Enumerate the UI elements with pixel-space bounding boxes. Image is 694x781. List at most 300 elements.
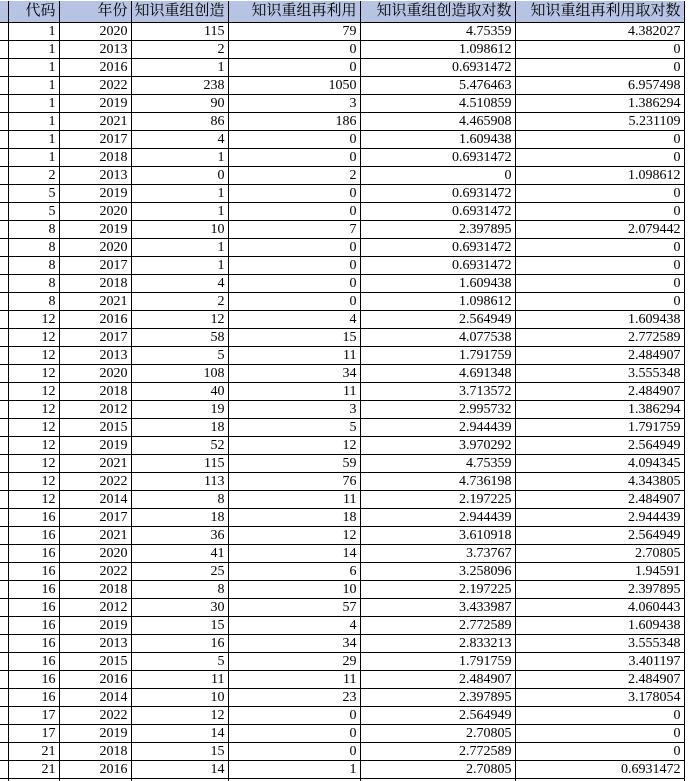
cell[interactable]: 0 [228,725,360,743]
cell[interactable]: 11 [228,347,360,365]
cell[interactable]: 2019 [59,437,131,455]
cell[interactable]: 1.94591 [515,563,684,581]
cell[interactable] [0,779,8,781]
cell[interactable]: 3.555348 [515,365,684,383]
cell[interactable]: 5 [131,347,228,365]
cell[interactable]: 2.079442 [515,221,684,239]
cell[interactable]: 0 [515,743,684,761]
cell[interactable]: 2.995732 [360,401,515,419]
cell[interactable] [8,779,59,781]
cell[interactable]: 18 [131,509,228,527]
cell[interactable]: 19 [131,401,228,419]
cell[interactable]: 2 [228,167,360,185]
cell[interactable]: 14 [131,761,228,779]
cell[interactable]: 6.957498 [515,77,684,95]
cell[interactable]: 2.944439 [360,419,515,437]
cell[interactable]: 0 [131,167,228,185]
cell[interactable]: 7 [228,221,360,239]
cell[interactable]: 1 [131,185,228,203]
cell[interactable]: 0 [228,203,360,221]
cell[interactable]: 0 [360,167,515,185]
cell[interactable]: 34 [228,635,360,653]
cell[interactable]: 4.736198 [360,473,515,491]
cell[interactable]: 2013 [59,41,131,59]
cell[interactable]: 25 [131,563,228,581]
cell[interactable]: 0 [515,41,684,59]
cell-sliver[interactable] [0,653,8,671]
cell[interactable]: 3.401197 [515,653,684,671]
cell[interactable]: 12 [8,455,59,473]
cell[interactable]: 2.944439 [515,509,684,527]
cell[interactable]: 3.970292 [360,437,515,455]
cell[interactable]: 2018 [59,275,131,293]
cell-sliver[interactable] [0,347,8,365]
cell[interactable]: 2021 [59,527,131,545]
cell[interactable]: 2.564949 [515,437,684,455]
cell[interactable]: 2018 [59,581,131,599]
cell-sliver[interactable] [0,329,8,347]
cell[interactable]: 2017 [59,509,131,527]
cell[interactable]: 4 [131,131,228,149]
cell[interactable]: 2019 [59,617,131,635]
cell[interactable]: 3.713572 [360,383,515,401]
cell[interactable]: 14 [228,545,360,563]
cell[interactable]: 2017 [59,329,131,347]
cell-sliver[interactable] [0,761,8,779]
cell[interactable]: 2.944439 [360,509,515,527]
cell-sliver[interactable] [0,311,8,329]
cell[interactable]: 0 [228,149,360,167]
cell[interactable]: 2020 [59,23,131,41]
cell[interactable]: 41 [131,545,228,563]
cell[interactable] [131,779,228,781]
cell[interactable]: 2019 [59,725,131,743]
cell[interactable]: 18 [131,419,228,437]
cell[interactable]: 4 [228,311,360,329]
cell-sliver[interactable] [0,401,8,419]
cell[interactable]: 0 [515,149,684,167]
cell[interactable]: 0 [515,707,684,725]
cell[interactable]: 79 [228,23,360,41]
cell[interactable]: 29 [228,653,360,671]
cell[interactable]: 12 [8,419,59,437]
column-header-code[interactable]: 代码 [8,1,59,23]
cell[interactable]: 8 [131,491,228,509]
cell[interactable]: 1.098612 [360,41,515,59]
cell[interactable]: 2.484907 [515,383,684,401]
cell[interactable]: 11 [228,383,360,401]
cell[interactable]: 1.791759 [515,419,684,437]
cell[interactable]: 8 [8,293,59,311]
cell[interactable]: 2020 [59,239,131,257]
cell-sliver[interactable] [0,185,8,203]
cell[interactable]: 2 [131,41,228,59]
cell[interactable]: 0 [228,275,360,293]
cell[interactable]: 2.70805 [360,761,515,779]
cell[interactable]: 17 [8,707,59,725]
cell[interactable] [360,779,515,781]
column-header-recombination-reuse[interactable]: 知识重组再利用 [228,1,360,23]
cell[interactable]: 12 [8,329,59,347]
cell[interactable]: 34 [228,365,360,383]
cell[interactable]: 0 [228,707,360,725]
cell-sliver[interactable] [0,527,8,545]
cell[interactable]: 0 [515,275,684,293]
cell[interactable]: 17 [8,725,59,743]
cell[interactable]: 12 [8,491,59,509]
cell[interactable]: 2.70805 [360,725,515,743]
cell[interactable]: 12 [131,311,228,329]
cell[interactable]: 12 [8,437,59,455]
cell[interactable]: 1 [8,23,59,41]
cell[interactable]: 2015 [59,653,131,671]
cell-sliver[interactable] [0,743,8,761]
cell[interactable]: 0 [228,131,360,149]
header-cell-sliver[interactable] [0,1,8,23]
cell-sliver[interactable] [0,455,8,473]
cell[interactable]: 5.476463 [360,77,515,95]
cell[interactable]: 4.75359 [360,23,515,41]
cell[interactable]: 12 [8,347,59,365]
cell[interactable]: 1 [8,113,59,131]
cell[interactable]: 2020 [59,545,131,563]
cell[interactable]: 2.772589 [360,617,515,635]
column-header-log-reuse[interactable]: 知识重组再利用取对数 [515,1,684,23]
cell[interactable]: 2.484907 [515,491,684,509]
cell[interactable]: 12 [228,527,360,545]
cell-sliver[interactable] [0,257,8,275]
cell-sliver[interactable] [0,581,8,599]
cell[interactable]: 4 [131,275,228,293]
cell[interactable]: 1.386294 [515,401,684,419]
cell[interactable]: 0 [515,203,684,221]
cell-sliver[interactable] [0,41,8,59]
cell[interactable]: 52 [131,437,228,455]
cell-sliver[interactable] [0,275,8,293]
cell[interactable]: 0 [515,131,684,149]
cell[interactable]: 0.6931472 [360,185,515,203]
cell[interactable]: 2020 [59,365,131,383]
cell-sliver[interactable] [0,473,8,491]
cell[interactable]: 2.484907 [515,671,684,689]
cell[interactable]: 0 [228,239,360,257]
cell-sliver[interactable] [0,707,8,725]
cell[interactable]: 16 [8,617,59,635]
cell[interactable]: 2015 [59,419,131,437]
cell[interactable]: 2.70805 [515,545,684,563]
cell[interactable]: 0 [228,743,360,761]
cell[interactable]: 16 [8,563,59,581]
cell[interactable]: 2 [131,293,228,311]
cell[interactable]: 2.564949 [360,311,515,329]
cell[interactable]: 2018 [59,149,131,167]
cell[interactable]: 5 [8,203,59,221]
cell[interactable]: 2019 [59,185,131,203]
cell[interactable]: 2 [8,167,59,185]
cell-sliver[interactable] [0,167,8,185]
cell[interactable]: 2019 [59,95,131,113]
cell[interactable]: 2016 [59,59,131,77]
cell[interactable]: 2.397895 [515,581,684,599]
cell[interactable]: 2013 [59,347,131,365]
cell[interactable]: 2021 [59,293,131,311]
cell[interactable]: 1.098612 [360,293,515,311]
cell-sliver[interactable] [0,293,8,311]
cell-sliver[interactable] [0,563,8,581]
cell[interactable]: 0 [228,293,360,311]
cell[interactable]: 10 [131,689,228,707]
cell[interactable]: 59 [228,455,360,473]
cell[interactable]: 5 [8,185,59,203]
cell[interactable]: 2022 [59,707,131,725]
cell[interactable]: 16 [8,671,59,689]
cell[interactable]: 2020 [59,203,131,221]
cell[interactable]: 86 [131,113,228,131]
cell-sliver[interactable] [0,671,8,689]
cell[interactable]: 2012 [59,401,131,419]
cell[interactable]: 2013 [59,635,131,653]
cell[interactable]: 186 [228,113,360,131]
cell[interactable]: 12 [8,311,59,329]
cell[interactable]: 16 [8,581,59,599]
cell[interactable]: 30 [131,599,228,617]
cell[interactable]: 2014 [59,491,131,509]
cell[interactable]: 0.6931472 [360,59,515,77]
cell-sliver[interactable] [0,383,8,401]
cell[interactable]: 2017 [59,257,131,275]
cell[interactable]: 11 [131,671,228,689]
cell[interactable]: 8 [131,581,228,599]
cell[interactable]: 1 [8,59,59,77]
cell[interactable]: 1.609438 [515,617,684,635]
cell[interactable]: 2012 [59,599,131,617]
cell-sliver[interactable] [0,131,8,149]
cell[interactable]: 11 [228,491,360,509]
cell[interactable]: 2.397895 [360,689,515,707]
cell[interactable]: 2019 [59,221,131,239]
cell[interactable]: 1.609438 [360,131,515,149]
cell[interactable]: 2.564949 [360,707,515,725]
cell[interactable]: 0 [228,59,360,77]
cell-sliver[interactable] [0,599,8,617]
cell[interactable]: 4.343805 [515,473,684,491]
cell[interactable]: 3.555348 [515,635,684,653]
cell[interactable]: 1 [228,761,360,779]
cell-sliver[interactable] [0,419,8,437]
cell[interactable]: 2.484907 [515,347,684,365]
cell[interactable]: 113 [131,473,228,491]
cell-sliver[interactable] [0,95,8,113]
cell[interactable]: 18 [228,509,360,527]
cell[interactable]: 3.178054 [515,689,684,707]
cell[interactable]: 6 [228,563,360,581]
cell[interactable] [228,779,360,781]
cell[interactable]: 11 [228,671,360,689]
cell-sliver[interactable] [0,437,8,455]
cell[interactable] [515,779,684,781]
cell[interactable]: 15 [131,617,228,635]
cell[interactable]: 2.772589 [360,743,515,761]
cell[interactable]: 2016 [59,311,131,329]
cell[interactable]: 40 [131,383,228,401]
cell[interactable]: 1 [8,131,59,149]
cell[interactable]: 0 [515,257,684,275]
cell-sliver[interactable] [0,239,8,257]
column-header-year[interactable]: 年份 [59,1,131,23]
cell[interactable]: 0 [515,59,684,77]
cell[interactable]: 2018 [59,383,131,401]
cell[interactable]: 58 [131,329,228,347]
cell[interactable]: 1 [8,95,59,113]
cell[interactable]: 2021 [59,113,131,131]
cell[interactable]: 1.386294 [515,95,684,113]
cell[interactable]: 0.6931472 [360,203,515,221]
cell[interactable]: 2.833213 [360,635,515,653]
cell[interactable]: 16 [131,635,228,653]
cell[interactable]: 1 [131,149,228,167]
cell-sliver[interactable] [0,203,8,221]
cell-sliver[interactable] [0,491,8,509]
cell[interactable]: 5.231109 [515,113,684,131]
cell[interactable]: 10 [228,581,360,599]
cell-sliver[interactable] [0,545,8,563]
cell[interactable]: 16 [8,545,59,563]
cell[interactable]: 2022 [59,77,131,95]
cell[interactable]: 1 [8,41,59,59]
cell[interactable]: 3 [228,95,360,113]
cell[interactable]: 12 [131,707,228,725]
cell[interactable]: 238 [131,77,228,95]
cell[interactable]: 1 [8,77,59,95]
cell[interactable]: 2017 [59,131,131,149]
cell[interactable]: 90 [131,95,228,113]
cell[interactable]: 3.610918 [360,527,515,545]
cell[interactable]: 2013 [59,167,131,185]
cell[interactable]: 1.791759 [360,347,515,365]
cell[interactable]: 2.397895 [360,221,515,239]
cell[interactable]: 5 [228,419,360,437]
cell[interactable]: 4 [228,617,360,635]
cell-sliver[interactable] [0,113,8,131]
cell-sliver[interactable] [0,365,8,383]
cell[interactable]: 0 [228,41,360,59]
cell[interactable]: 2021 [59,455,131,473]
cell[interactable]: 1 [131,59,228,77]
cell[interactable]: 16 [8,653,59,671]
cell[interactable]: 15 [228,329,360,347]
cell[interactable]: 12 [8,365,59,383]
cell[interactable]: 21 [8,743,59,761]
cell[interactable]: 2.772589 [515,329,684,347]
cell[interactable]: 1.098612 [515,167,684,185]
cell[interactable]: 8 [8,221,59,239]
cell[interactable]: 16 [8,635,59,653]
cell[interactable]: 8 [8,257,59,275]
cell[interactable]: 5 [131,653,228,671]
cell[interactable]: 16 [8,689,59,707]
cell[interactable]: 2014 [59,689,131,707]
cell-sliver[interactable] [0,59,8,77]
column-header-recombination-create[interactable]: 知识重组创造 [131,1,228,23]
cell[interactable]: 1 [8,149,59,167]
cell-sliver[interactable] [0,23,8,41]
cell[interactable]: 0.6931472 [360,239,515,257]
cell-sliver[interactable] [0,689,8,707]
cell[interactable]: 2016 [59,761,131,779]
cell[interactable]: 1 [131,203,228,221]
cell-sliver[interactable] [0,635,8,653]
cell[interactable]: 115 [131,23,228,41]
cell[interactable]: 2018 [59,743,131,761]
cell[interactable]: 3.433987 [360,599,515,617]
cell[interactable]: 2016 [59,671,131,689]
cell[interactable]: 4.382027 [515,23,684,41]
cell[interactable]: 12 [8,383,59,401]
cell[interactable]: 3.258096 [360,563,515,581]
cell[interactable]: 4.691348 [360,365,515,383]
cell[interactable]: 3 [228,401,360,419]
cell[interactable]: 36 [131,527,228,545]
cell[interactable]: 1.609438 [360,275,515,293]
cell[interactable]: 21 [8,761,59,779]
cell[interactable]: 0.6931472 [360,149,515,167]
cell[interactable]: 2.197225 [360,581,515,599]
cell-sliver[interactable] [0,149,8,167]
cell[interactable]: 4.510859 [360,95,515,113]
cell[interactable]: 0 [228,185,360,203]
column-header-log-create[interactable]: 知识重组创造取对数 [360,1,515,23]
cell[interactable]: 0 [515,185,684,203]
cell[interactable]: 4.75359 [360,455,515,473]
cell[interactable]: 16 [8,527,59,545]
cell[interactable]: 2.564949 [515,527,684,545]
cell[interactable]: 4.465908 [360,113,515,131]
cell-sliver[interactable] [0,77,8,95]
cell[interactable]: 1.609438 [515,311,684,329]
cell[interactable]: 2022 [59,563,131,581]
cell-sliver[interactable] [0,725,8,743]
cell[interactable]: 2022 [59,473,131,491]
cell-sliver[interactable] [0,221,8,239]
cell[interactable]: 2.197225 [360,491,515,509]
cell[interactable]: 0 [515,239,684,257]
cell[interactable]: 0.6931472 [360,257,515,275]
cell[interactable]: 0 [228,257,360,275]
cell[interactable] [59,779,131,781]
cell[interactable]: 16 [8,509,59,527]
cell[interactable]: 2.484907 [360,671,515,689]
cell[interactable]: 4.077538 [360,329,515,347]
cell[interactable]: 12 [8,401,59,419]
cell[interactable]: 4.060443 [515,599,684,617]
cell-sliver[interactable] [0,617,8,635]
cell[interactable]: 115 [131,455,228,473]
cell[interactable]: 15 [131,743,228,761]
cell[interactable]: 8 [8,275,59,293]
cell[interactable]: 108 [131,365,228,383]
cell[interactable]: 1 [131,257,228,275]
cell[interactable]: 1.791759 [360,653,515,671]
cell[interactable]: 0 [515,725,684,743]
cell[interactable]: 10 [131,221,228,239]
cell[interactable]: 3.73767 [360,545,515,563]
cell[interactable]: 16 [8,599,59,617]
cell[interactable]: 8 [8,239,59,257]
cell[interactable]: 1050 [228,77,360,95]
cell-sliver[interactable] [0,509,8,527]
cell[interactable]: 12 [228,437,360,455]
cell[interactable]: 0 [515,293,684,311]
